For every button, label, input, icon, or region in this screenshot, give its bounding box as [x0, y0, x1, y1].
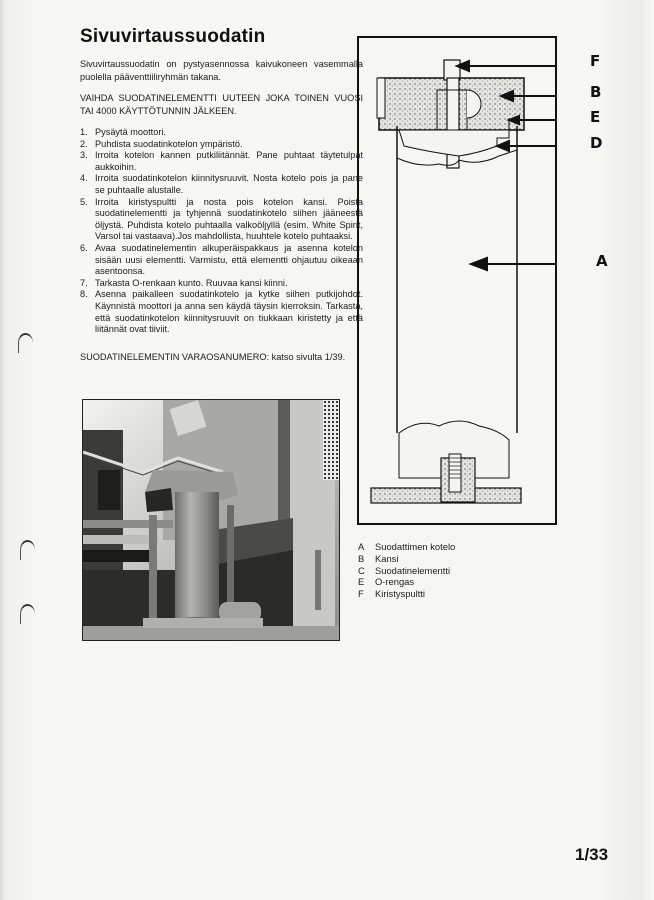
step-item: 4. Irroita suodatinkotelon kiinnitysruuvit. Nosta kotelo pois ja pane se puhtaalle alustalle.	[80, 173, 363, 195]
step-item: 8. Asenna paikalleen suodatinkotelo ja kytke siihen putkijohdot. Käynnistä moottori ja anna sen käydä täysin kierroksin. Tarkasta, että suodatinkotelon kiinnitysruuvit on tiukkaan kiristetty ja että liitännät ovat tiiviit.	[80, 289, 363, 335]
legend-item: C Suodatinelementti	[358, 564, 451, 576]
filter-cross-section-drawing	[359, 38, 555, 523]
legend-item: B Kansi	[358, 552, 399, 564]
step-item: 3. Irroita kotelon kannen putkiliitännät. Pane puhtaat täytetulpat aukkoihin.	[80, 150, 363, 172]
callout-label-d: D	[590, 134, 603, 152]
legend-item: F Kiristyspultti	[358, 588, 426, 600]
punch-hole-top	[18, 333, 33, 353]
callout-label-f: F	[590, 52, 601, 70]
legend-item: E O-rengas	[358, 576, 415, 588]
filter-photo-image	[83, 400, 339, 640]
filter-cross-section-diagram	[357, 36, 557, 525]
callout-label-a: A	[596, 252, 608, 270]
part-number-note: SUODATINELEMENTIN VARAOSANUMERO: katso sivulta 1/39.	[80, 352, 346, 362]
step-item: 2. Puhdista suodatinkotelon ympäristö.	[80, 138, 243, 149]
step-item: 5. Irroita kiristyspultti ja nosta pois kotelon kansi. Poista suodatinelementti ja tyhjennä suodatinkotelo siihen jääneestä öljystä. Puhdista kotelo puhtaalla valkoöljyllä (esim. White Spirit, Varsol tai vastaava).Jos mahdollista, huuhtele kotelo puhtaaksi.	[80, 196, 363, 242]
legend-item: A Suodattimen kotelo	[358, 541, 456, 552]
punch-hole-bottom	[20, 604, 35, 624]
step-item: 6. Avaa suodatinelementin alkuperäispakkaus ja asenna kotelon sisään uusi elementti. Varmistu, että elementti ohjautuu oikeaan asentoonsa.	[80, 242, 363, 277]
step-item: 1. Pysäytä moottori.	[80, 127, 166, 137]
filter-photo	[82, 399, 340, 641]
warning-paragraph: VAIHDA SUODATINELEMENTTI UUTEEN JOKA TOINEN VUOSI TAI 4000 KÄYTTÖTUNNIN JÄLKEEN.	[80, 93, 363, 116]
callout-label-b: B	[590, 83, 602, 101]
page-title: Sivuvirtaussuodatin	[80, 26, 266, 47]
intro-paragraph: Sivuvirtaussuodatin on pystyasennossa kaivukoneen vasemmalla puolella pääventtiiliryhmän takana.	[80, 59, 363, 82]
diagram-legend	[358, 541, 455, 600]
step-item: 7. Tarkasta O-renkaan kunto. Ruuvaa kansi kiinni.	[80, 277, 288, 288]
callout-label-e: E	[590, 108, 601, 126]
punch-hole-middle	[20, 540, 35, 560]
procedure-steps	[80, 127, 363, 336]
page-number: 1/33	[575, 845, 609, 864]
